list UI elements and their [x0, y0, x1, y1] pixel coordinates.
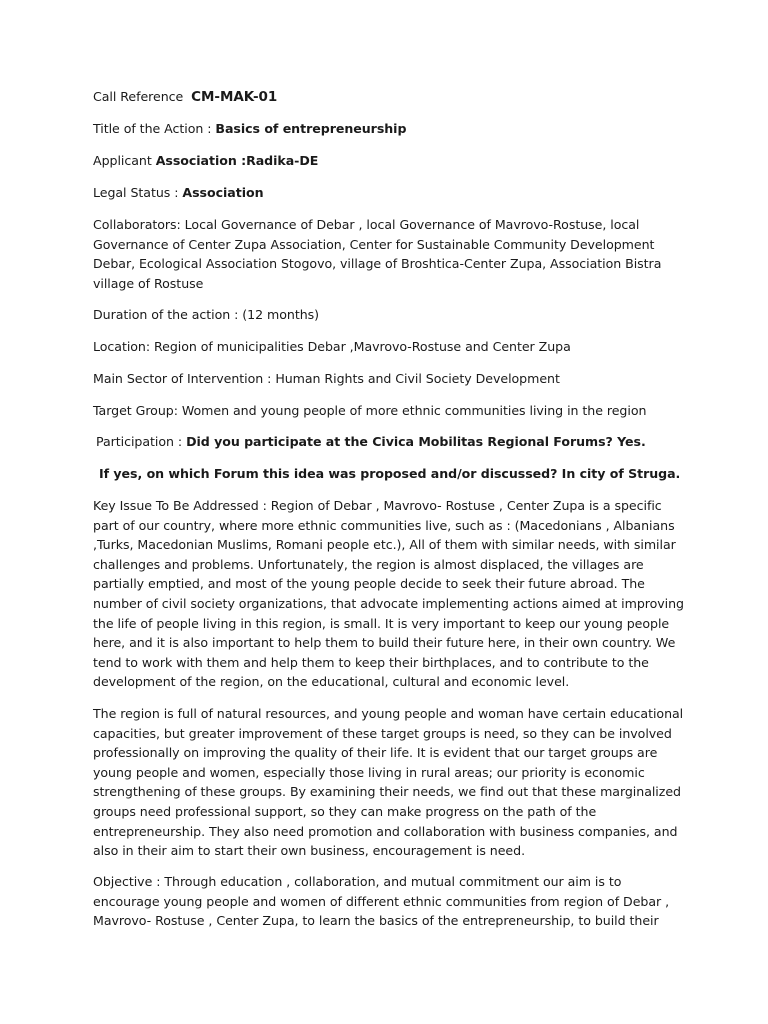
objective-line: encourage young people and women of different ethnic communities from region of Debar ,: [93, 893, 670, 909]
forum-question-line: If yes, on which Forum this idea was proposed and/or discussed? In city of Struga.: [99, 466, 681, 481]
key-issue-line: the life of people living in this region, is small. It is very important to keep our young people: [93, 615, 670, 631]
key-issue-paragraph: [93, 496, 683, 692]
legal-status-value: Association: [182, 185, 264, 200]
key-issue-line: ,Turks, Macedonian Muslims, Romani people etc.), All of them with similar needs, with similar: [93, 537, 676, 553]
key-issue-line: number of civil society organizations, that advocate implementing actions aimed at improving: [93, 595, 684, 611]
call-reference-label: Call Reference: [93, 89, 184, 104]
objective-line: Mavrovo- Rostuse , Center Zupa, to learn the basics of the entrepreneurship, to build their: [93, 913, 659, 929]
duration-line: Duration of the action : (12 months): [93, 307, 320, 322]
location-line: Location: Region of municipalities Debar ,Mavrovo-Rostuse and Center Zupa: [93, 339, 571, 354]
call-reference-line: [93, 89, 277, 105]
objective-paragraph: [93, 872, 683, 931]
applicant-line: [93, 153, 318, 169]
main-sector-line: Main Sector of Intervention : Human Rights and Civil Society Development: [93, 371, 560, 386]
collaborators-paragraph: [93, 215, 683, 293]
collaborators-line: village of Rostuse: [93, 275, 204, 291]
applicant-value: Association :Radika-DE: [155, 153, 319, 168]
participation-value: Did you participate at the Civica Mobilitas Regional Forums? Yes.: [186, 434, 646, 449]
collaborators-line: Debar, Ecological Association Stogovo, village of Broshtica-Center Zupa, Association Bistra: [93, 256, 662, 272]
key-issue-line: challenges and problems. Unfortunately, the region is almost displaced, the villages are: [93, 556, 644, 572]
region-line: also in their aim to start their own business, encouragement is need.: [93, 843, 526, 859]
collaborators-line: Collaborators: Local Governance of Debar , local Governance of Mavrovo-Rostuse, local: [93, 217, 640, 232]
region-line: The region is full of natural resources, and young people and woman have certain educational: [93, 706, 684, 721]
applicant-label: Applicant: [93, 153, 152, 168]
region-line: groups need professional support, so they can make progress on the path of the: [93, 803, 597, 819]
target-group-line: Target Group: Women and young people of more ethnic communities living in the region: [93, 403, 647, 418]
region-line: professionally on improving the quality of their life. It is evident that our target groups are: [93, 745, 658, 761]
objective-line: Objective : Through education , collaboration, and mutual commitment our aim is to: [93, 874, 622, 889]
legal-status-label: Legal Status :: [93, 185, 179, 200]
collaborators-line: Governance of Center Zupa Association, Center for Sustainable Community Development: [93, 236, 655, 252]
key-issue-line: tend to work with them and help them to keep their birthplaces, and to contribute to the: [93, 654, 649, 670]
key-issue-line: Key Issue To Be Addressed : Region of Debar , Mavrovo- Rostuse , Center Zupa is a specific: [93, 498, 662, 513]
region-line: young people and women, especially those living in rural areas; our priority is economic: [93, 764, 645, 780]
region-line: capacities, but greater improvement of these target groups is need, so they can be involved: [93, 725, 672, 741]
title-of-action-label: Title of the Action :: [93, 121, 212, 136]
key-issue-line: part of our country, where more ethnic communities live, such as : (Macedonians , Albanians: [93, 517, 675, 533]
call-reference-value: CM-MAK-01: [191, 89, 278, 105]
region-line: entrepreneurship. They also need promotion and collaboration with business companies, and: [93, 823, 678, 839]
title-of-action-value: Basics of entrepreneurship: [215, 121, 407, 136]
key-issue-line: partially emptied, and most of the young people decide to seek their future abroad. The: [93, 576, 645, 592]
key-issue-line: development of the region, on the educational, cultural and economic level.: [93, 674, 570, 690]
participation-label: Participation :: [96, 434, 183, 449]
legal-status-line: [93, 185, 263, 201]
title-of-action-line: [93, 121, 406, 137]
region-paragraph: [93, 704, 683, 861]
key-issue-line: here, and it is also important to help them to build their future here, in their own country. We: [93, 635, 676, 651]
region-line: strengthening of these groups. By examining their needs, we find out that these marginalized: [93, 784, 681, 800]
participation-line: [96, 434, 646, 450]
